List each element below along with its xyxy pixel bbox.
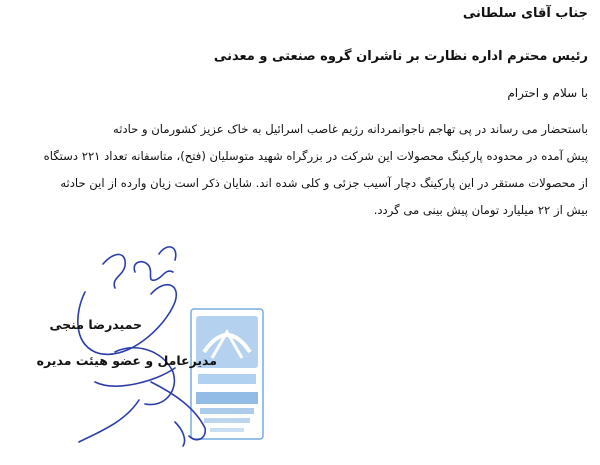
body-line: پیش آمده در محدوده پارکینگ محصولات این شرکت در بزرگراه شهید متوسلیان (فتح)، متاسفانه تعداد ۲۲۱ دستگاه bbox=[43, 149, 588, 163]
handwritten-signature bbox=[55, 232, 255, 462]
recipient-salutation: جناب آقای سلطانی bbox=[462, 6, 588, 21]
recipient-title: رئیس محترم اداره نظارت بر ناشران گروه صنعتی و معدنی bbox=[213, 49, 588, 64]
body-line: بیش از ۲۲ میلیارد تومان پیش بینی می گردد. bbox=[373, 203, 588, 217]
signatory-role: مدیرعامل و عضو هیئت مدیره bbox=[36, 353, 217, 368]
greeting: با سلام و احترام bbox=[507, 86, 588, 100]
body-line: باستحضار می رساند در پی تهاجم ناجوانمردانه رژیم غاصب اسرائیل به خاک عزیز کشورمان و حادثه bbox=[113, 122, 588, 136]
signatory-name: حمیدرضا منجی bbox=[49, 317, 142, 332]
body-line: از محصولات مستقر در این پارکینگ دچار آسیب جزئی و کلی شده اند. شایان ذکر است زیان وارده از این حادثه bbox=[60, 176, 588, 190]
